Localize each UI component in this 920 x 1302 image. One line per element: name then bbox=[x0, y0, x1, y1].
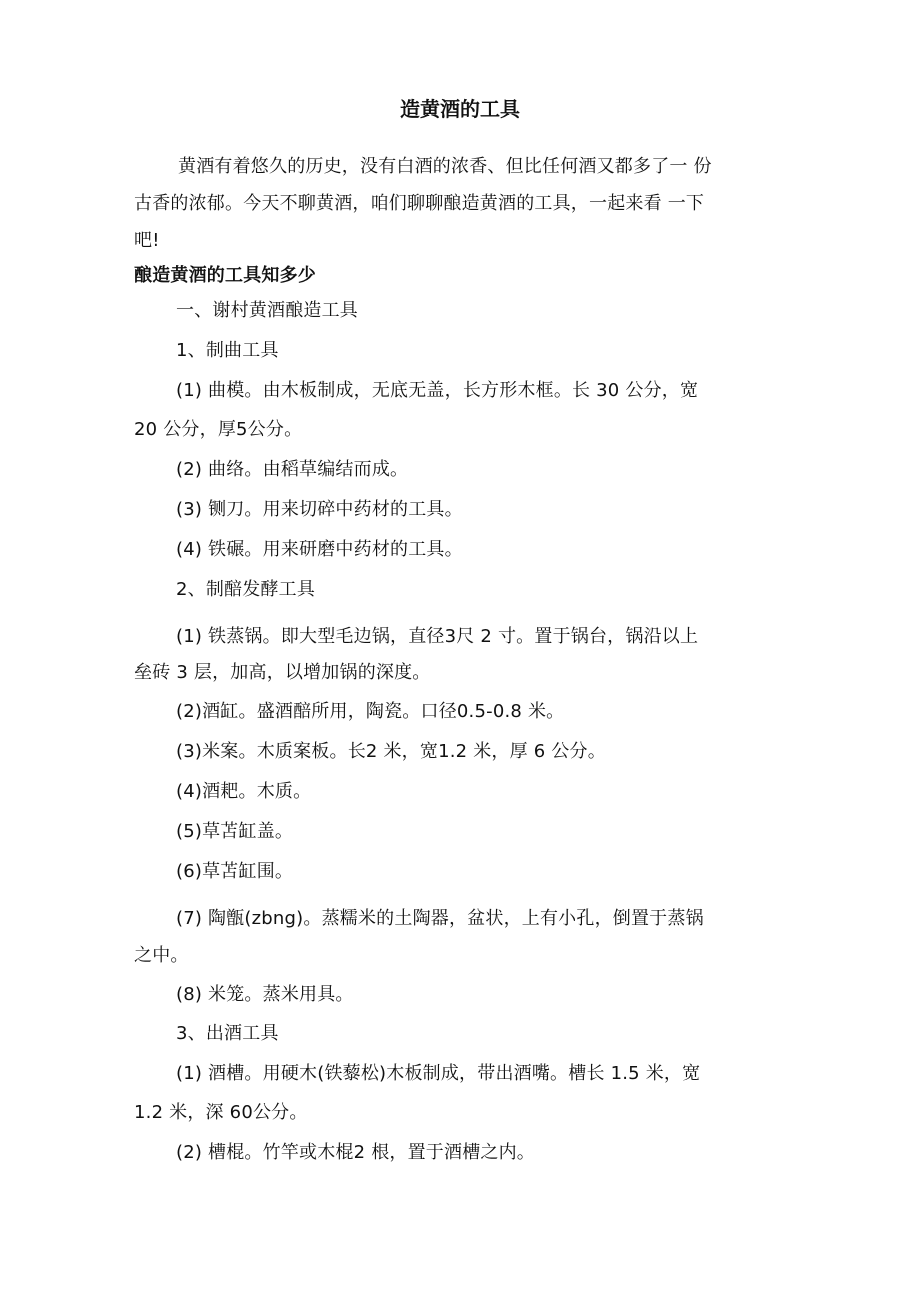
list-item: (4)酒耙。木质。 bbox=[176, 781, 312, 802]
list-item-continuation: 20 公分，厚5公分。 bbox=[134, 419, 303, 440]
intro-line: 黄酒有着悠久的历史，没有白酒的浓香、但比任何酒又都多了一 份 bbox=[178, 156, 712, 177]
list-item: (4) 铁碾。用来研磨中药材的工具。 bbox=[176, 539, 463, 560]
list-item-continuation: 1.2 米，深 60公分。 bbox=[134, 1102, 308, 1123]
intro-line: 吧! bbox=[134, 230, 160, 251]
document-title: 造黄酒的工具 bbox=[400, 97, 520, 121]
list-item: (7) 陶甑(zbng)。蒸糯米的土陶器，盆状，上有小孔，倒置于蒸锅 bbox=[176, 908, 704, 929]
list-item: (1) 酒槽。用硬木(铁藜松)木板制成，带出酒嘴。槽长 1.5 米，宽 bbox=[176, 1063, 701, 1084]
list-item: (2)酒缸。盛酒醅所用，陶瓷。口径0.5-0.8 米。 bbox=[176, 701, 565, 722]
list-item-continuation: 垒砖 3 层，加高，以增加锅的深度。 bbox=[134, 662, 431, 683]
subsection-title: 2、制醅发酵工具 bbox=[176, 579, 316, 600]
list-item-continuation: 之中。 bbox=[134, 945, 189, 966]
list-item: (3)米案。木质案板。长2 米，宽1.2 米，厚 6 公分。 bbox=[176, 741, 606, 762]
part-heading: 一、谢村黄酒酿造工具 bbox=[176, 300, 358, 321]
list-item: (1) 铁蒸锅。即大型毛边锅，直径3尺 2 寸。置于锅台，锅沿以上 bbox=[176, 626, 699, 647]
list-item: (1) 曲模。由木板制成，无底无盖，长方形木框。长 30 公分，宽 bbox=[176, 380, 699, 401]
list-item: (5)草苫缸盖。 bbox=[176, 821, 294, 842]
list-item: (6)草苫缸围。 bbox=[176, 861, 294, 882]
intro-line: 古香的浓郁。今天不聊黄酒，咱们聊聊酿造黄酒的工具，一起来看 一下 bbox=[134, 193, 705, 214]
list-item: (3) 铡刀。用来切碎中药材的工具。 bbox=[176, 499, 463, 520]
subsection-title: 1、制曲工具 bbox=[176, 340, 279, 361]
list-item: (2) 曲络。由稻草编结而成。 bbox=[176, 459, 409, 480]
section-heading: 酿造黄酒的工具知多少 bbox=[134, 265, 316, 286]
list-item: (2) 槽棍。竹竿或木棍2 根，置于酒槽之内。 bbox=[176, 1142, 535, 1163]
subsection-title: 3、出酒工具 bbox=[176, 1023, 279, 1044]
list-item: (8) 米笼。蒸米用具。 bbox=[176, 984, 354, 1005]
